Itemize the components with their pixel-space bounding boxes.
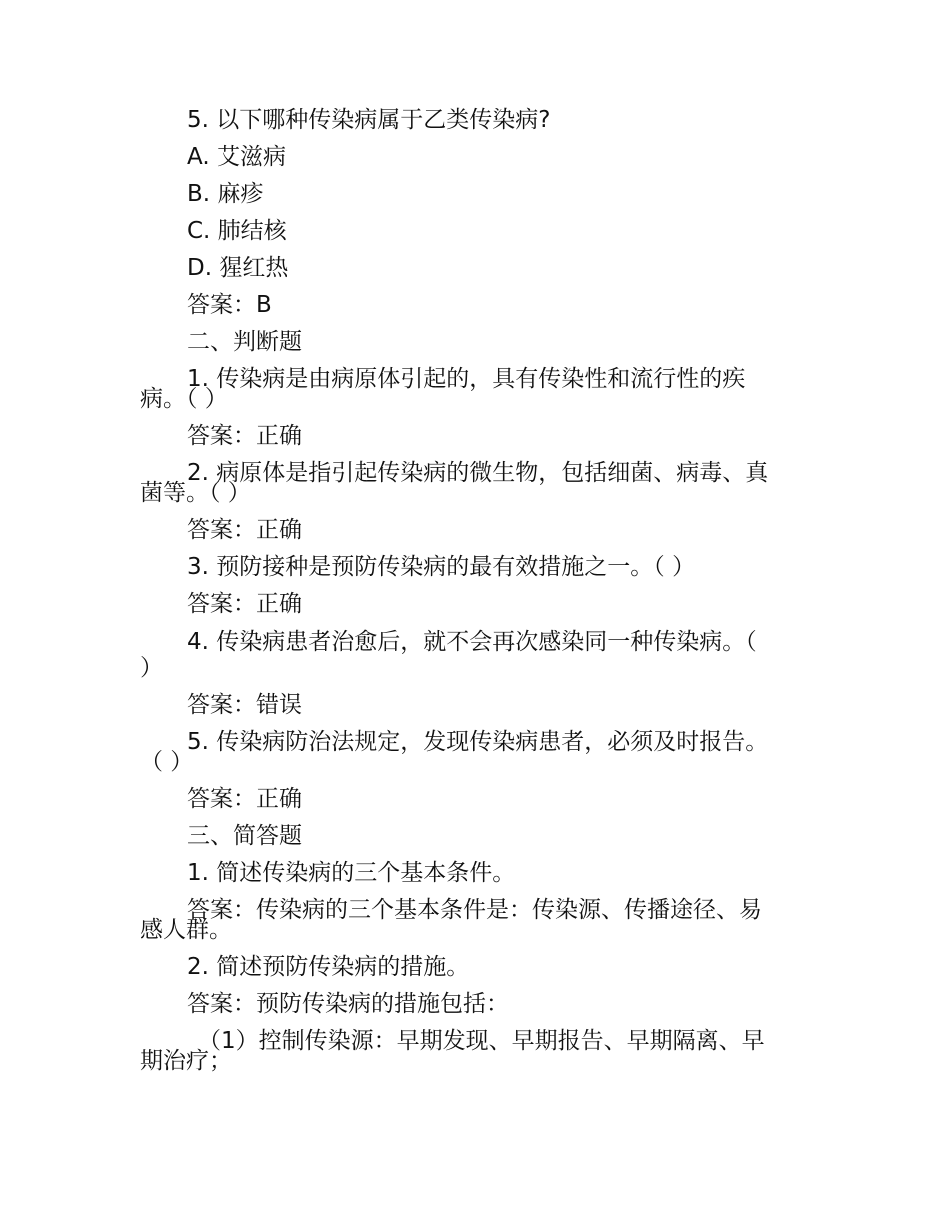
true-false-1-line1: 1. 传染病是由病原体引起的，具有传染性和流行性的疾: [187, 366, 746, 392]
true-false-3: 3. 预防接种是预防传染病的最有效措施之一。（ ）: [187, 554, 696, 580]
true-false-2: [140, 455, 820, 512]
answer-tf5: 答案：正确: [187, 786, 302, 812]
true-false-4: [140, 623, 820, 687]
option-c: C. 肺结核: [187, 218, 287, 244]
answer-tf3: 答案：正确: [187, 591, 302, 617]
answer-q5: 答案：B: [187, 292, 272, 318]
true-false-4-line1: 4. 传染病患者治愈后，就不会再次感染同一种传染病。（: [187, 629, 757, 655]
true-false-5: [140, 724, 820, 781]
option-d: D. 猩红热: [187, 255, 289, 281]
answer-sa1-line1: 答案：传染病的三个基本条件是：传染源、传播途径、易: [187, 897, 762, 923]
true-false-1: [140, 361, 820, 418]
answer-tf4: 答案：错误: [187, 692, 302, 718]
true-false-2-line1: 2. 病原体是指引起传染病的微生物，包括细菌、病毒、真: [187, 460, 769, 486]
section-heading-short-answer: 三、简答题: [187, 823, 302, 849]
answer-sa1-line2: 感人群。: [140, 917, 232, 943]
answer-sa2: 答案：预防传染病的措施包括：: [187, 991, 509, 1017]
option-a: A. 艾滋病: [187, 144, 286, 170]
measure-1-line1: （1）控制传染源：早期发现、早期报告、早期隔离、早: [198, 1028, 765, 1054]
short-answer-1: 1. 简述传染病的三个基本条件。: [187, 860, 516, 886]
true-false-5-line1: 5. 传染病防治法规定，发现传染病患者，必须及时报告。: [187, 729, 769, 755]
option-b: B. 麻疹: [187, 181, 264, 207]
question-5: 5. 以下哪种传染病属于乙类传染病?: [187, 107, 551, 133]
measure-1-line2: 期治疗；: [140, 1048, 232, 1074]
answer-tf2: 答案：正确: [187, 517, 302, 543]
true-false-4-line2: ）: [140, 655, 163, 681]
short-answer-2: 2. 简述预防传染病的措施。: [187, 954, 470, 980]
document-page: [140, 102, 820, 1080]
answer-tf1: 答案：正确: [187, 423, 302, 449]
measure-1: [140, 1023, 820, 1080]
answer-sa1: [140, 892, 820, 949]
section-heading-true-false: 二、判断题: [187, 329, 302, 355]
true-false-5-line2: （ ）: [140, 749, 194, 775]
true-false-2-line2: 菌等。（ ）: [140, 480, 251, 506]
true-false-1-line2: 病。（ ）: [140, 386, 228, 412]
